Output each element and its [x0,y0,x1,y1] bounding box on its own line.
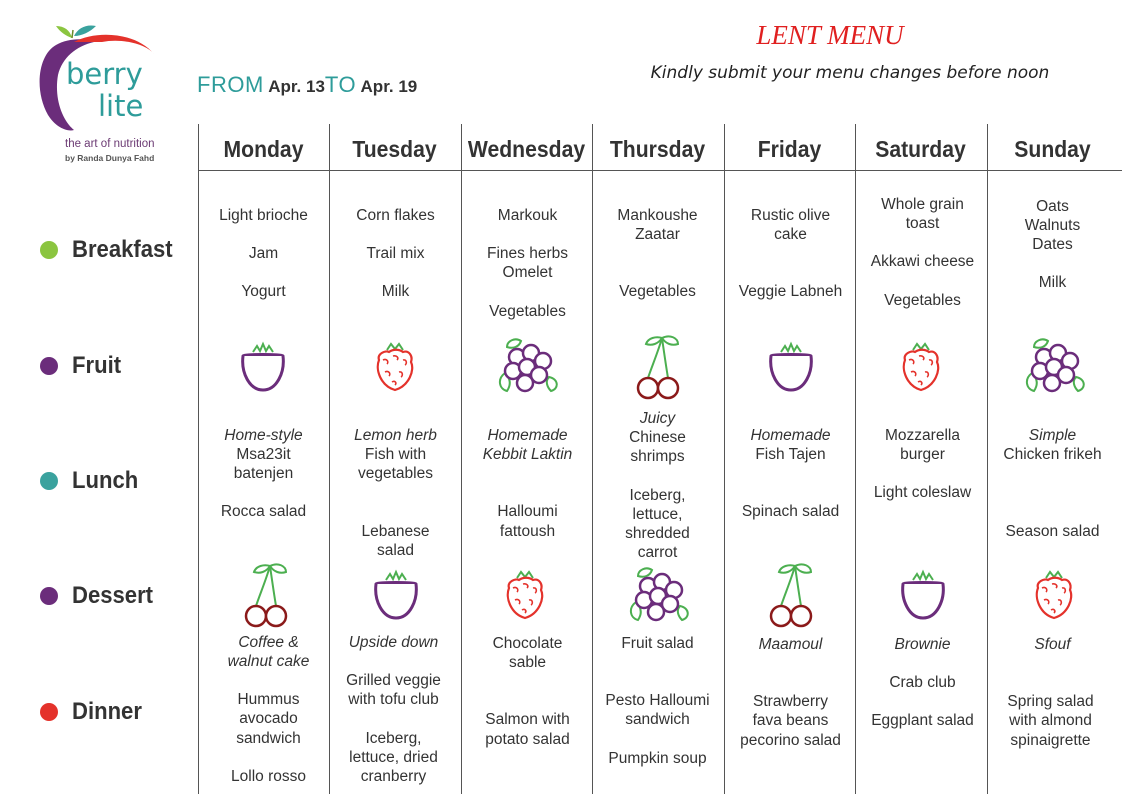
menu-item: Light coleslaw [873,484,972,501]
menu-item: Strawberry [753,693,828,710]
menu-item: Fish with [364,446,427,463]
from-label: FROM [197,72,264,97]
menu-item: Brownie [894,636,951,653]
to-date: Apr. 19 [360,77,418,96]
meal-label: Breakfast [72,236,173,263]
day-header-tuesday: Tuesday [352,136,437,162]
meal-label: Dessert [72,582,154,609]
menu-item: sable [508,654,547,671]
menu-item: cake [774,226,807,243]
menu-item: Mozzarella [885,427,960,444]
menu-item: Rocca salad [220,503,307,520]
logo-tagline: the art of nutrition [65,138,155,150]
menu-item: Lebanese [361,523,430,540]
menu-item: Juicy [639,410,676,427]
menu-item: sandwich [625,711,690,728]
menu-item: Pesto Halloumi [605,692,710,709]
menu-item: Akkawi cheese [870,253,975,270]
raspberry-icon [495,566,555,626]
menu-item: Vegetables [884,292,961,309]
menu-item: potato salad [485,731,570,748]
meal-row-breakfast [40,230,181,270]
menu-item: lettuce, dried [349,749,438,766]
menu-item: Vegetables [489,303,566,320]
logo-text-berry: berry [66,57,143,91]
fig-icon [366,566,426,626]
menu-item: Lollo rosso [231,768,306,785]
menu-item: Fruit salad [621,635,694,652]
dessert-dot-icon [40,587,58,605]
menu-item: carrot [637,544,678,561]
menu-item: Kebbit Laktin [482,446,573,463]
page-subtitle: Kindly submit your menu changes before noon [650,63,1050,83]
menu-item: lettuce, [632,506,683,523]
menu-item: Spring salad [1007,693,1094,710]
date-range [197,72,417,98]
menu-item: avocado [239,710,298,727]
raspberry-icon [1024,566,1084,626]
menu-item: Hummus [237,691,300,708]
menu-item: Eggplant salad [871,712,974,729]
header-divider [198,170,1122,171]
menu-item: Light brioche [219,207,308,224]
meal-row-dessert [40,576,160,616]
berry-cluster-icon [1020,333,1090,403]
menu-item: Chocolate [492,635,563,652]
menu-item: Veggie Labneh [738,283,843,300]
meal-row-lunch [40,461,144,501]
day-header-friday: Friday [757,136,822,162]
from-date: Apr. 13 [268,77,325,96]
menu-item: shredded [625,525,690,542]
menu-item: Grilled veggie [346,672,441,689]
day-header-sunday: Sunday [1014,136,1091,162]
menu-item: Salmon with [485,711,570,728]
menu-item: Crab club [889,674,956,691]
menu-item: Fish Tajen [755,446,826,463]
cherry-icon [761,560,821,630]
menu-item: batenjen [233,465,294,482]
berry-cluster-icon [493,333,563,403]
menu-item: Season salad [1005,523,1100,540]
logo-byline: by Randa Dunya Fahd [65,153,155,163]
menu-item: Lemon herb [354,427,437,444]
menu-item: Homemade [750,427,831,444]
menu-item: fattoush [499,523,556,540]
page-title: LENT MENU [756,20,904,50]
meal-label: Fruit [72,352,122,379]
menu-item: Fines herbs [487,245,568,262]
menu-item: Homemade [487,427,568,444]
menu-item: Pumpkin soup [608,750,707,767]
logo-text-lite: lite [98,89,144,123]
menu-item: Msa23it [236,446,291,463]
menu-item: Omelet [502,264,553,281]
menu-item: sandwich [236,730,301,747]
menu-item: Simple [1028,427,1077,444]
day-header-thursday: Thursday [609,136,706,162]
menu-item: Dates [1032,236,1073,253]
menu-item: Yogurt [241,283,286,300]
menu-item: Maamoul [758,636,823,653]
menu-item: Mankoushe [617,207,698,224]
menu-item: Coffee & [238,634,299,651]
menu-item: Spinach salad [741,503,840,520]
menu-item: Corn flakes [356,207,435,224]
menu-item: Upside down [348,634,439,651]
menu-item: cranberry [360,768,427,785]
fig-icon [893,566,953,626]
menu-item: Iceberg, [365,730,422,747]
breakfast-dot-icon [40,241,58,259]
meal-label: Dinner [72,698,142,725]
menu-item: burger [900,446,945,463]
menu-item: Halloumi [497,503,558,520]
menu-item: Oats [1036,198,1069,215]
menu-item: spinaigrette [1010,732,1091,749]
menu-item: Markouk [497,207,558,224]
menu-item: Zaatar [635,226,680,243]
menu-item: shrimps [630,448,685,465]
meal-row-fruit [40,346,125,386]
menu-item: Vegetables [619,283,696,300]
menu-item: Home-style [224,427,303,444]
cherry-icon [236,560,296,630]
menu-item: Rustic olive [750,207,831,224]
fig-icon [233,338,293,398]
lunch-dot-icon [40,472,58,490]
menu-item: Chinese [629,429,686,446]
menu-item: vegetables [358,465,433,482]
menu-item: Sfouf [1034,636,1071,653]
meal-row-dinner [40,692,148,732]
menu-item: Trail mix [366,245,425,262]
fig-icon [761,338,821,398]
day-header-saturday: Saturday [875,136,966,162]
menu-item: toast [905,215,940,232]
meal-label: Lunch [72,467,139,494]
menu-item: fava beans [752,712,829,729]
menu-item: Whole grain [881,196,964,213]
cherry-icon [628,332,688,402]
menu-item: walnut cake [227,653,310,670]
raspberry-icon [891,338,951,398]
menu-item: Jam [248,245,279,262]
menu-item: with almond [1009,712,1092,729]
dinner-dot-icon [40,703,58,721]
raspberry-icon [365,338,425,398]
menu-item: salad [376,542,415,559]
berry-cluster-icon [624,562,694,632]
menu-item: pecorino salad [740,732,841,749]
menu-item: Walnuts [1024,217,1081,234]
menu-item: Milk [1038,274,1067,291]
to-label: TO [324,72,357,97]
day-header-wednesday: Wednesday [467,136,586,162]
menu-item: Milk [381,283,410,300]
menu-item: with tofu club [348,691,439,708]
menu-item: Iceberg, [629,487,686,504]
day-header-monday: Monday [223,136,304,162]
menu-item: Chicken frikeh [1003,446,1102,463]
fruit-dot-icon [40,357,58,375]
